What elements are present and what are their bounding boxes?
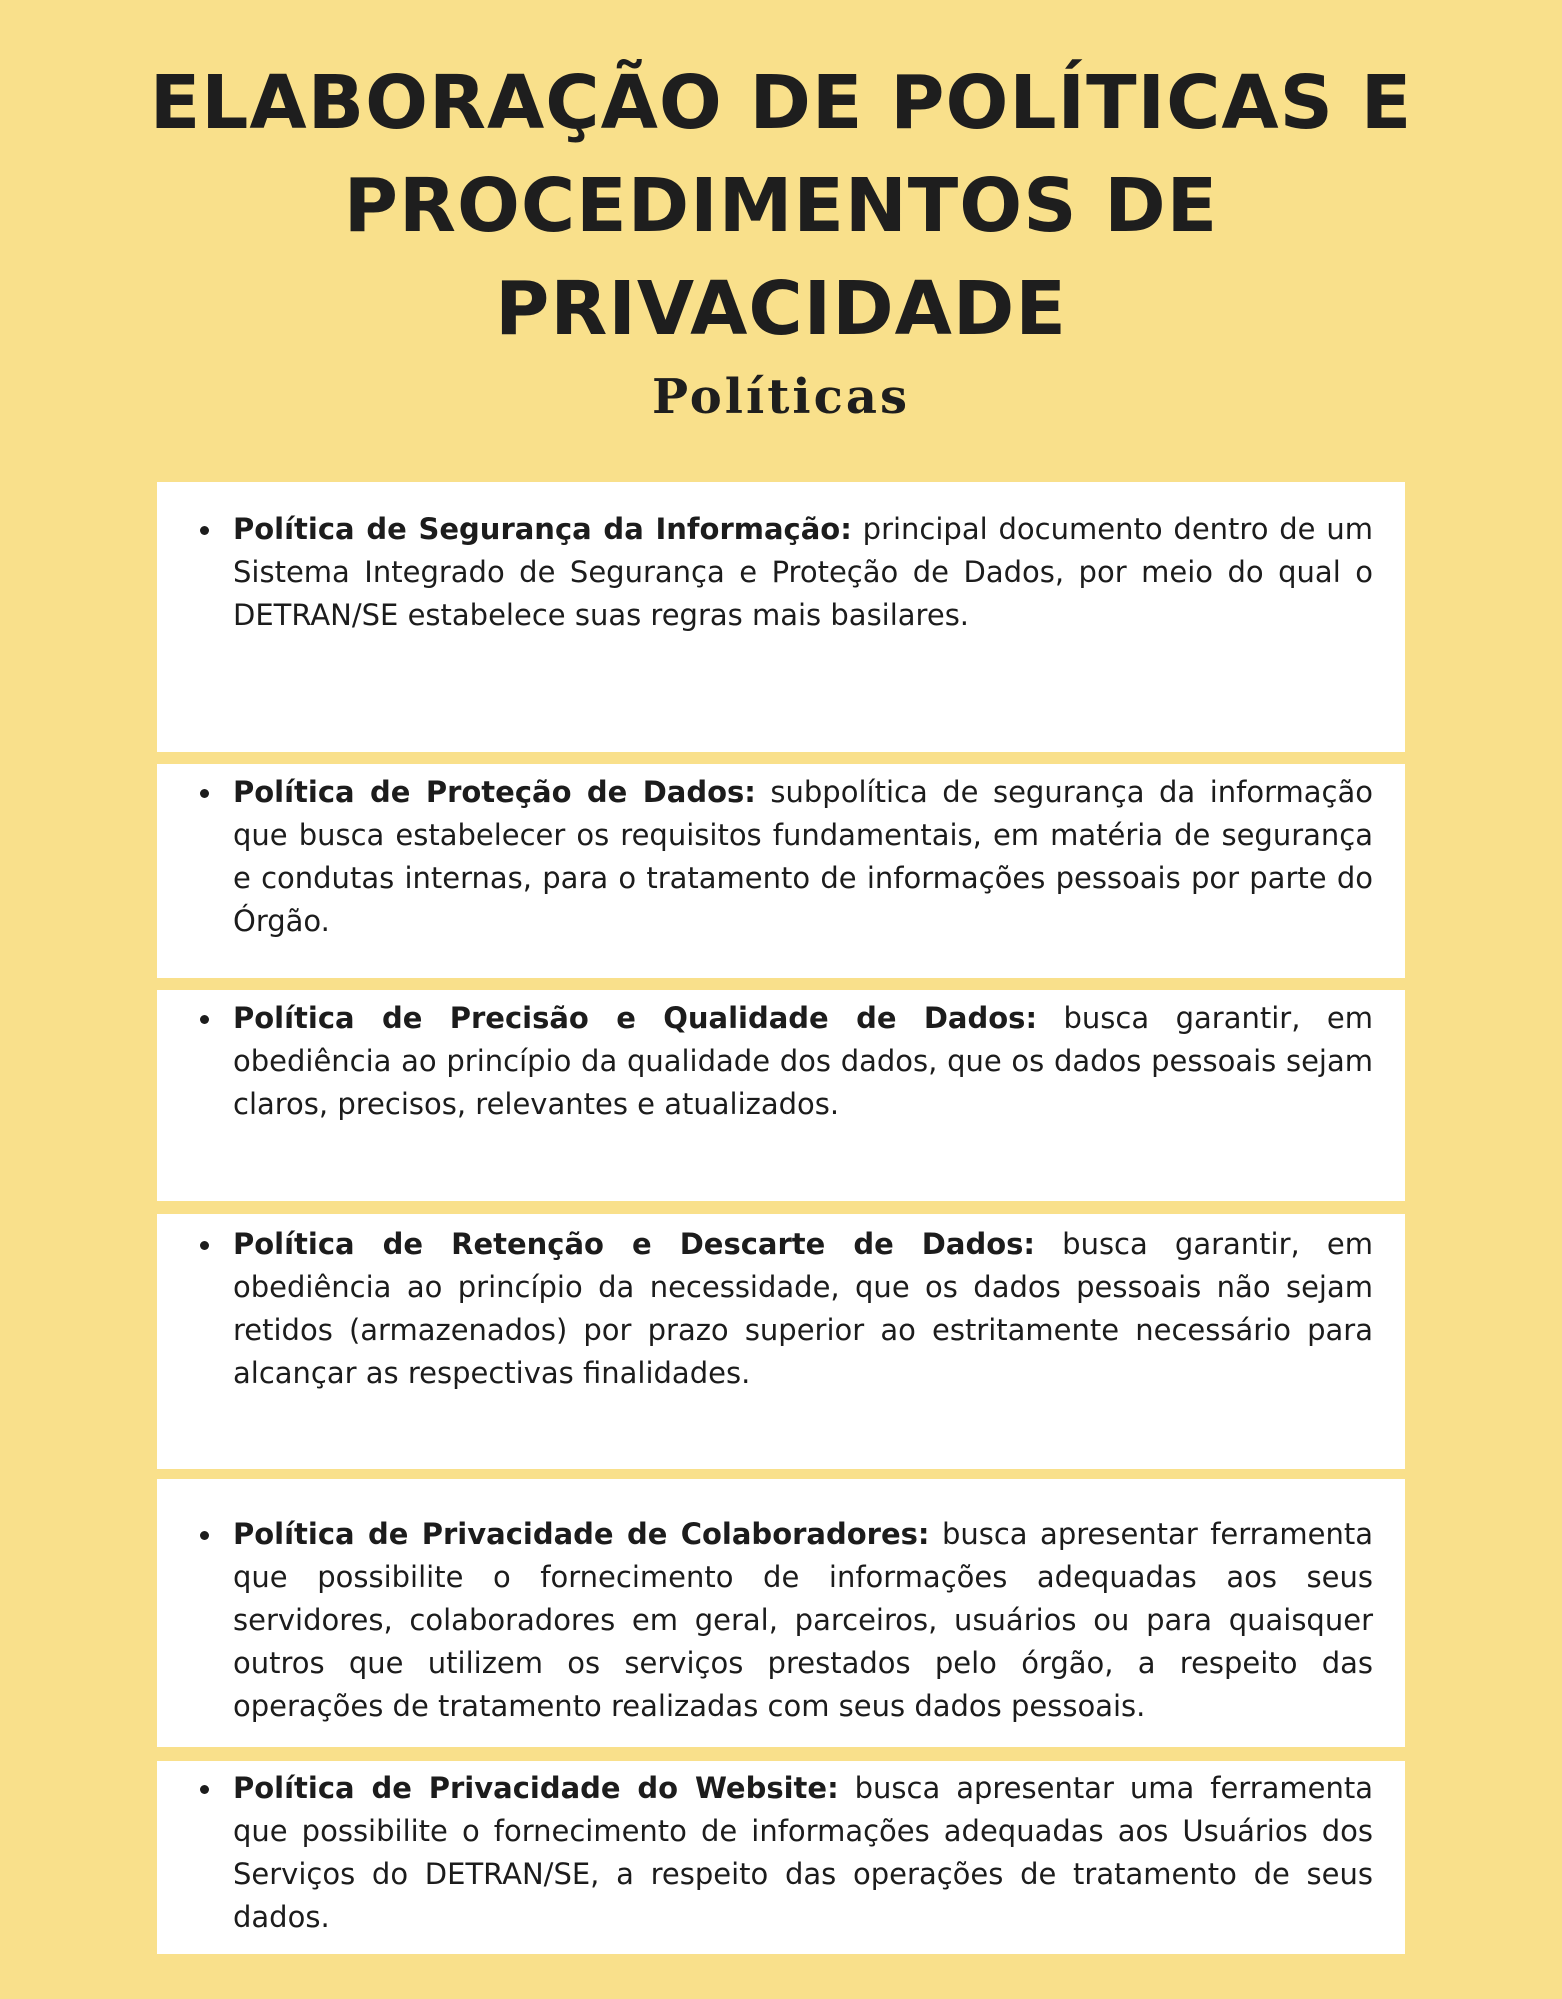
title-line: PROCEDIMENTOS DE — [343, 163, 1219, 249]
bullet-icon — [200, 526, 209, 535]
policy-item — [233, 1767, 1373, 1939]
bullet-icon — [200, 1531, 209, 1540]
policy-list — [157, 508, 1405, 637]
bullet-icon — [200, 789, 209, 798]
policy-term: Política de Precisão e Qualidade de Dados: — [233, 1001, 1038, 1035]
title-line: PRIVACIDADE — [495, 266, 1067, 352]
policy-list — [157, 771, 1405, 943]
policy-description: busca garantir, em obediência ao princípio da qualidade dos dados, que os dados pessoais sejam claros, precisos, relevantes e atualizados. — [233, 1001, 1373, 1121]
policy-term: Política de Segurança da Informação: — [233, 512, 852, 546]
policy-item — [233, 1513, 1373, 1728]
policy-list — [157, 1767, 1405, 1939]
policy-card-data-retention — [157, 1214, 1405, 1469]
header — [0, 52, 1562, 425]
policy-term: Política de Proteção de Dados: — [233, 775, 756, 809]
policy-card-security — [157, 482, 1405, 752]
policy-item — [233, 997, 1373, 1126]
policy-item — [233, 1223, 1373, 1395]
policy-item — [233, 508, 1373, 637]
policy-card-data-quality — [157, 990, 1405, 1201]
policy-item — [233, 771, 1373, 943]
policy-term: Política de Retenção e Descarte de Dados: — [233, 1227, 1035, 1261]
policy-description: principal documento dentro de um Sistema Integrado de Segurança e Proteção de Dados, por meio do qual o DETRAN/SE estabelece suas regras mais basilares. — [233, 512, 1373, 632]
policy-description: subpolítica de segurança da informação que busca estabelecer os requisitos fundamentais, em matéria de segurança e condutas internas, para o tratamento de informações pessoais por parte do Órgão. — [233, 775, 1373, 938]
policy-list — [157, 1223, 1405, 1395]
policy-card-data-protection — [157, 764, 1405, 978]
policy-description: busca garantir, em obediência ao princípio da necessidade, que os dados pessoais não sejam retidos (armazenados) por prazo superior ao estritamente necessário para alcançar as respectivas finalidades. — [233, 1227, 1373, 1390]
policy-description: busca apresentar ferramenta que possibilite o fornecimento de informações adequadas aos seus servidores, colaboradores em geral, parceiros, usuários ou para quaisquer outros que utilizem os serviços prestados pelo órgão, a respeito das operações de tratamento realizadas com seus dados pessoais. — [233, 1517, 1373, 1723]
page-title — [0, 52, 1562, 361]
policy-description: busca apresentar uma ferramenta que possibilite o fornecimento de informações adequadas aos Usuários dos Serviços do DETRAN/SE, a respeito das operações de tratamento de seus dados. — [233, 1771, 1374, 1934]
bullet-icon — [200, 1015, 209, 1024]
bullet-icon — [200, 1785, 209, 1794]
policy-card-website-privacy — [157, 1761, 1405, 1954]
policy-term: Política de Privacidade de Colaboradores: — [233, 1517, 930, 1551]
policy-list — [157, 1513, 1405, 1728]
policy-term: Política de Privacidade do Website: — [233, 1771, 839, 1805]
policy-card-employee-privacy — [157, 1479, 1405, 1747]
bullet-icon — [200, 1241, 209, 1250]
policy-list — [157, 997, 1405, 1126]
title-line: ELABORAÇÃO DE POLÍTICAS E — [149, 60, 1413, 146]
page-subtitle: Políticas — [651, 369, 911, 425]
